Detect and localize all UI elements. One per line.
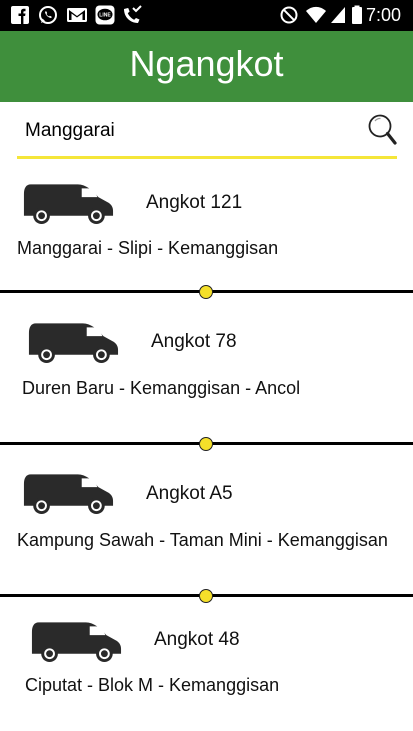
route-stops: Ciputat - Blok M - Kemanggisan (25, 675, 280, 695)
do-not-disturb-icon (279, 5, 299, 25)
van-icon (21, 180, 115, 226)
app-title: Ngangkot (129, 43, 284, 84)
whatsapp-icon (38, 5, 58, 25)
route-name: Angkot 121 (146, 192, 243, 213)
battery-icon (351, 5, 363, 25)
route-card[interactable] (0, 305, 413, 435)
svg-text:LINE: LINE (99, 12, 111, 19)
divider-dot (199, 285, 213, 299)
app-bar (0, 31, 413, 102)
route-card[interactable] (0, 165, 413, 285)
wifi-icon (305, 5, 327, 25)
van-icon (21, 470, 115, 516)
divider-dot (199, 437, 213, 451)
route-stops: Kampung Sawah - Taman Mini - Kemanggisan (17, 530, 388, 550)
route-name: Angkot 48 (154, 629, 240, 650)
search-field[interactable] (17, 108, 397, 159)
van-icon (29, 618, 123, 664)
status-time: 7:00 (365, 5, 401, 25)
route-stops: Manggarai - Slipi - Kemanggisan (17, 238, 279, 258)
signal-icon (329, 5, 347, 25)
missed-call-icon (121, 5, 143, 25)
facebook-icon (10, 5, 30, 25)
line-icon (95, 5, 115, 25)
search-input[interactable]: Manggarai (25, 120, 115, 141)
route-card[interactable] (0, 605, 413, 725)
search-icon[interactable] (367, 112, 397, 148)
gmail-icon (66, 5, 88, 25)
divider-dot (199, 589, 213, 603)
route-card[interactable] (0, 457, 413, 587)
route-name: Angkot 78 (151, 331, 237, 352)
route-name: Angkot A5 (146, 483, 233, 504)
route-stops: Duren Baru - Kemanggisan - Ancol (22, 378, 301, 398)
status-bar (0, 0, 413, 31)
van-icon (26, 319, 120, 365)
